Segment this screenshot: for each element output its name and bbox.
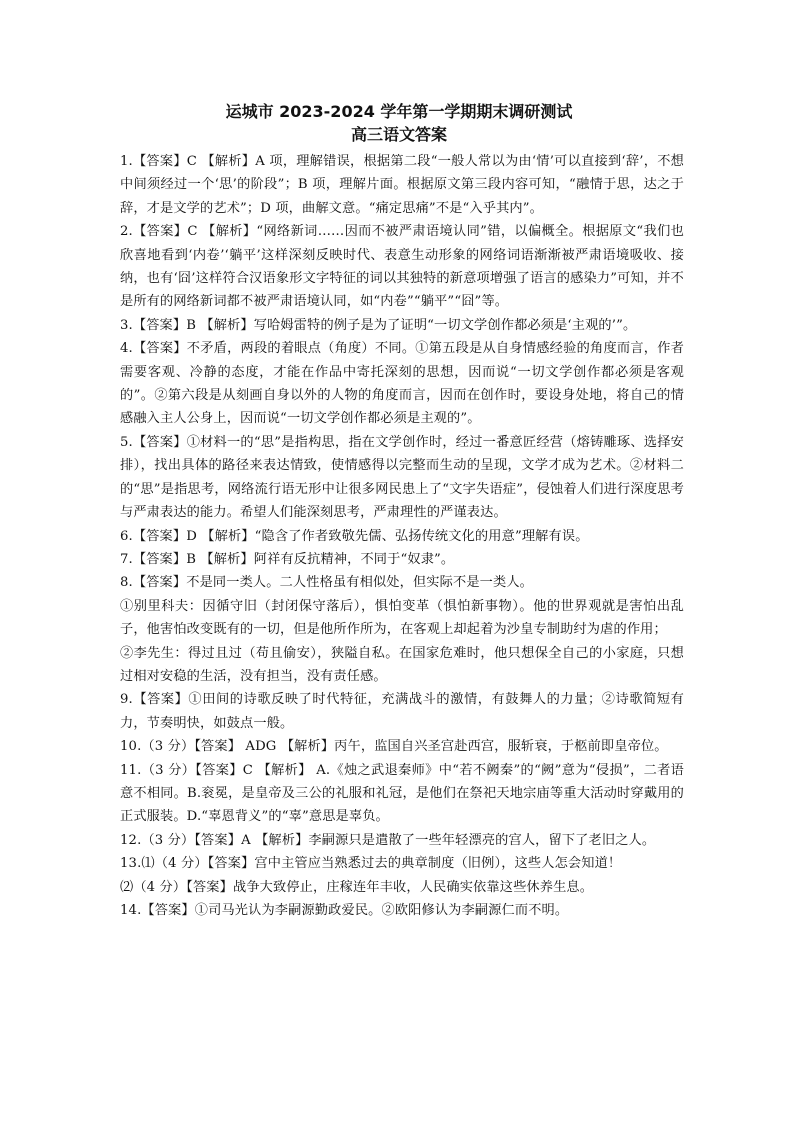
answer-12: 12.（3 分）【答案】A 【解析】李嗣源只是遣散了一些年轻漂亮的宫人，留下了老旧之人。 [120,832,656,848]
answer-13-2: ⑵（4 分）【答案】战争大致停止，庄稼连年丰收，人民确实依靠这些休养生息。 [120,879,594,895]
page-subtitle: 高三语文答案 [350,125,447,144]
answer-13-1: 13.⑴（4 分）【答案】宫中主管应当熟悉过去的典章制度（旧例），这些人怎会知道！ [120,856,622,872]
answer-6: 6.【答案】D 【解析】“隐含了作者致敬先儒、弘扬传统文化的用意”理解有误。 [120,528,589,544]
answer-1: 1.【答案】C 【解析】A 项，理解错误，根据第二段“一般人常以为由‘情’可以直接到‘辞’，不想中间须经过一个‘思’的阶段”；B 项，理解片面。根据原文第三段内容可知，“融情于思，达之于辞，才是文学的艺术”；D 项，曲解文意。“痛定思痛”不是“入乎其内”。 [120,154,684,216]
answer-11: 11.（3 分）【答案】C 【解析】 A.《烛之武退秦师》中“若不阙秦”的“阙”意为“侵损”，二者语意不相同。B.衮冕，是皇帝及三公的礼服和礼冠，是他们在祭祀天地宗庙等重大活动时穿戴用的正式服装。D.“辜恩背义”的“辜”意思是辜负。 [120,762,684,825]
answer-14: 14.【答案】①司马光认为李嗣源勤政爱民。②欧阳修认为李嗣源仁而不明。 [120,903,569,918]
answer-9: 9.【答案】①田间的诗歌反映了时代特征，充满战斗的激情，有鼓舞人的力量；②诗歌简短有力，节奏明快，如鼓点一般。 [120,692,684,731]
page-title: 运城市 2023-2024 学年第一学期期末调研测试 [225,102,573,121]
answer-2: 2.【答案】C 【解析】“网络新词……因而不被严肃语境认同”错，以偏概全。根据原文“我们也欣喜地看到‘内卷’‘躺平’这样深刻反映时代、表意生动形象的网络词语渐渐被严肃语境吸收、接纳，也有‘囧’这样符合汉语象形文字特征的词以其独特的新意项增强了语言的感染力”可知，并不是所有的网络新词都不被严肃语境认同，如“内卷”“躺平”“囧”等。 [120,224,684,310]
answer-5: 5.【答案】①材料一的“思”是指构思，指在文学创作时，经过一番意匠经营（熔铸雕琢、选择安排），找出具体的路径来表达情致，使情感得以完整而生动的呈现，文学才成为艺术。②材料二的“思”是指思考，网络流行语无形中让很多网民患上了“文字失语症”，侵蚀着人们进行深度思考与严肃表达的能力。希望人们能深刻思考，严肃理性的严谨表达。 [120,434,684,521]
answer-8: 8.【答案】不是同一类人。二人性格虽有相似处，但实际不是一类人。 [120,575,534,591]
answer-7: 7.【答案】B 【解析】阿祥有反抗精神，不同于“奴隶”。 [120,551,455,567]
answer-3: 3.【答案】B 【解析】写哈姆雷特的例子是为了证明“一切文学创作都必须是‘主观的’”。 [120,317,637,333]
answer-8-point-1: ①别里科夫：因循守旧（封闭保守落后），惧怕变革（惧怕新事物）。他的世界观就是害怕出乱子，他害怕改变既有的一切，但是他所作所为，在客观上却起着为沙皇专制助纣为虐的作用； [120,598,684,638]
answer-8-point-2: ②李先生：得过且过（苟且偷安），狭隘自私。在国家危难时，他只想保全自己的小家庭，只想过相对安稳的生活，没有担当，没有责任感。 [120,645,684,684]
answer-10: 10.（3 分）【答案】 ADG 【解析】丙午，监国自兴圣宫赴西宫，服斩衰，于柩前即皇帝位。 [120,739,668,755]
answer-4: 4.【答案】不矛盾，两段的着眼点（角度）不同。①第五段是从自身情感经验的角度而言，作者需要客观、冷静的态度，才能在作品中寄托深刻的思想，因而说“一切文学创作都必须是客观的”。②第六段是从刻画自身以外的人物的角度而言，因而在创作时，要设身处地，将自己的情感融入主人公身上，因而说“一切文学创作都必须是主观的”。 [120,341,684,427]
